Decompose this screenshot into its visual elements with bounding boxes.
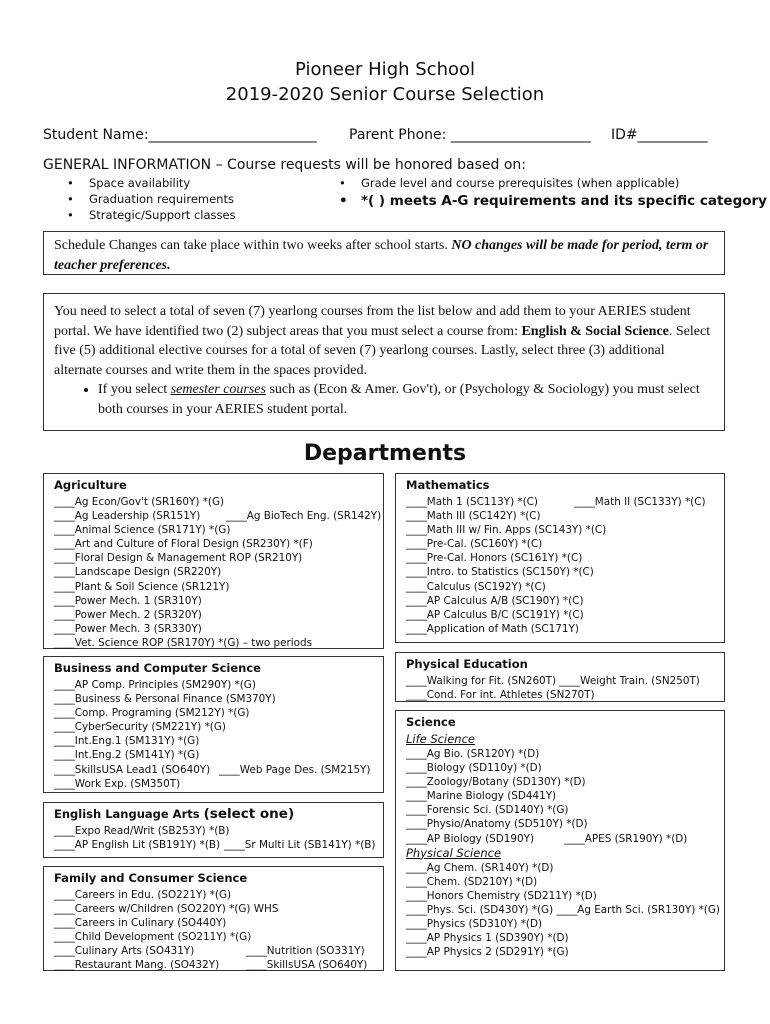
course-option[interactable] [54, 777, 373, 791]
course-label[interactable]: ____AP Biology (SD190Y) [406, 832, 535, 845]
course-option[interactable] [406, 495, 714, 509]
course-option[interactable] [54, 888, 373, 902]
course-label[interactable]: ____Pre-Cal. Honors (SC161Y) *(C) [406, 552, 583, 565]
semester-note-pre: If you select [98, 382, 171, 397]
course-label[interactable]: ____SkillsUSA Lead1 (SO640Y) [54, 763, 211, 776]
instructions-text-2: . Select five (5) additional elective courses for a total of seven (7) yearlong courses. Lastly, select three (3) additional alternate courses and write them in the spaces provided. [54, 323, 711, 378]
course-option[interactable] [54, 734, 373, 748]
departments-title: Departments [303, 441, 467, 466]
schedule-note-emphasis: NO changes will be made for period, term or teacher preferences. [54, 238, 709, 273]
ela-panel [43, 802, 384, 858]
course-option[interactable] [406, 789, 714, 803]
pe-heading: Physical Education [406, 657, 528, 671]
course-label[interactable]: ____AP Calculus B/C (SC191Y) *(C) [406, 608, 584, 621]
course-label[interactable]: ____Chem. (SD210Y) *(D) [406, 875, 538, 888]
course-label[interactable]: ____AP Physics 2 (SD291Y) *(G) [406, 946, 569, 959]
course-option[interactable] [54, 551, 373, 565]
course-option[interactable] [406, 889, 714, 903]
ela-select-note: (select one) [203, 806, 295, 822]
course-label[interactable]: ____AP Comp. Principles (SM290Y) *(G) [54, 679, 256, 691]
course-label[interactable]: ____Phys. Sci. (SD430Y) *(G) ____Ag Earth Sci. (SR130Y) *(G) [406, 903, 720, 916]
course-option[interactable] [406, 832, 714, 846]
course-option[interactable] [54, 902, 373, 916]
family-panel [43, 866, 384, 971]
id-field[interactable]: ID#__________ [611, 127, 708, 143]
course-label[interactable]: ____Power Mech. 1 (SR310Y) [54, 594, 202, 607]
course-label[interactable]: ____Int.Eng.2 (SM141Y) *(G) [54, 749, 200, 762]
course-option[interactable] [406, 817, 714, 831]
agriculture-panel [43, 473, 384, 649]
course-option[interactable] [54, 565, 373, 579]
general-item: • Graduation requirements [67, 192, 234, 206]
ag-requirements-note: • *( ) meets A-G requirements and its specific category [339, 193, 767, 209]
general-item: • Space availability [67, 176, 190, 190]
course-label[interactable]: ____Landscape Design (SR220Y) [54, 566, 222, 579]
business-panel [43, 656, 384, 793]
course-label[interactable]: ____Math 1 (SC113Y) *(C) [406, 496, 538, 508]
course-option[interactable] [406, 565, 714, 579]
course-label[interactable]: ____Child Development (SO211Y) *(G) [54, 931, 252, 944]
course-option[interactable] [406, 594, 714, 608]
course-option[interactable] [406, 803, 714, 817]
course-option[interactable] [54, 720, 373, 734]
course-option[interactable] [54, 944, 373, 958]
course-option[interactable] [406, 622, 714, 636]
course-label[interactable]: ____Vet. Science ROP (SR170Y) *(G) – two periods [54, 636, 313, 649]
ela-heading: English Language Arts [54, 807, 204, 821]
course-label[interactable]: ____Web Page Des. (SM215Y) [219, 763, 371, 776]
math-panel [395, 473, 725, 643]
instructions-text: You need to select a total of seven (7) yearlong courses from the list below and add them to your AERIES student portal. We have identified two (2) subject areas that you must select a course from: [54, 304, 691, 339]
course-option[interactable] [54, 622, 373, 636]
general-item: • Strategic/Support classes [67, 208, 236, 222]
course-label[interactable]: ____Floral Design & Management ROP (SR210Y) [54, 552, 303, 565]
course-label[interactable]: ____Cond. For int. Athletes (SN270T) [406, 689, 595, 702]
course-label[interactable]: ____Physio/Anatomy (SD510Y) *(D) [406, 818, 588, 831]
course-label[interactable]: ____Careers in Edu. (SO221Y) *(G) [54, 889, 232, 901]
course-option[interactable] [406, 775, 714, 789]
instructions-box [43, 293, 725, 431]
course-label[interactable]: ____Ag BioTech Eng. (SR142Y) [226, 510, 382, 523]
course-option[interactable] [406, 688, 714, 702]
course-label[interactable]: ____Pre-Cal. (SC160Y) *(C) [406, 538, 543, 551]
student-name-field[interactable]: Student Name:________________________ [43, 127, 317, 143]
course-label[interactable]: ____Careers in Culinary (SO440Y) [54, 917, 227, 930]
course-option[interactable] [406, 509, 714, 523]
course-label[interactable]: ____Expo Read/Writ (SB253Y) *(B) [54, 825, 230, 837]
course-label[interactable]: ____Work Exp. (SM350T) [54, 777, 181, 790]
course-label[interactable]: ____Biology (SD110y) *(D) [406, 762, 542, 775]
semester-courses-emphasis: semester courses [170, 382, 266, 397]
general-info-heading: GENERAL INFORMATION – Course requests will be honored based on: [43, 157, 526, 173]
schedule-note-text: Schedule Changes can take place within two weeks after school starts. [54, 238, 452, 253]
general-item: • Grade level and course prerequisites (when applicable) [339, 176, 679, 190]
course-label[interactable]: ____Int.Eng.1 (SM131Y) *(G) [54, 735, 200, 748]
course-label[interactable]: ____Math II (SC133Y) *(C) [574, 496, 706, 508]
course-label[interactable]: ____Plant & Soil Science (SR121Y) [54, 580, 230, 593]
course-label[interactable]: ____Nutrition (SO331Y) [246, 945, 365, 958]
course-option[interactable] [54, 748, 373, 762]
course-label[interactable]: ____Sr Multi Lit (SB141Y) *(B) [224, 839, 376, 852]
course-option[interactable] [54, 916, 373, 930]
course-option[interactable] [54, 594, 373, 608]
course-label[interactable]: ____APES (SR190Y) *(D) [564, 832, 688, 845]
course-option[interactable] [54, 636, 373, 650]
course-option[interactable] [54, 678, 373, 692]
course-option[interactable] [54, 958, 373, 972]
course-label[interactable]: ____Business & Personal Finance (SM370Y) [54, 693, 276, 706]
course-option[interactable] [54, 838, 376, 852]
course-option[interactable] [54, 495, 373, 509]
course-label[interactable]: ____Application of Math (SC171Y) [406, 622, 579, 635]
course-label[interactable]: ____Ag Econ/Gov't (SR160Y) *(G) [54, 496, 225, 508]
course-label[interactable]: ____Art and Culture of Floral Design (SR230Y) *(F) [54, 538, 313, 551]
course-option[interactable] [406, 761, 714, 775]
course-label[interactable]: ____Ag Bio. (SR120Y) *(D) [406, 748, 540, 760]
course-label[interactable]: ____Zoology/Botany (SD130Y) *(D) [406, 776, 586, 789]
course-label[interactable]: ____Calculus (SC192Y) *(C) [406, 580, 546, 593]
course-label[interactable]: ____Forensic Sci. (SD140Y) *(G) [406, 804, 569, 817]
school-name: Pioneer High School [295, 59, 475, 80]
course-option[interactable] [54, 608, 373, 622]
course-label[interactable]: ____Animal Science (SR171Y) *(G) [54, 524, 231, 537]
course-option[interactable] [406, 931, 714, 945]
course-option[interactable] [406, 580, 714, 594]
course-option[interactable] [54, 523, 373, 537]
course-label[interactable]: ____Comp. Programing (SM212Y) *(G) [54, 707, 250, 720]
course-label[interactable]: ____CyberSecurity (SM221Y) *(G) [54, 721, 226, 734]
course-option[interactable] [406, 747, 714, 761]
physical-science-label: Physical Science [406, 845, 502, 860]
page-title: 2019-2020 Senior Course Selection [225, 84, 545, 105]
course-option[interactable] [406, 551, 714, 565]
course-label[interactable]: ____Careers w/Children (SO220Y) *(G) WHS [54, 903, 279, 916]
business-heading: Business and Computer Science [54, 661, 261, 675]
semester-note-post: such as (Econ & Amer. Gov't), or (Psychology & Sociology) you must select both courses in your AERIES student portal. [98, 382, 700, 417]
parent-phone-field[interactable]: Parent Phone: ____________________ [349, 127, 591, 143]
course-label[interactable]: ____Honors Chemistry (SD211Y) *(D) [406, 889, 597, 902]
course-option[interactable] [406, 875, 714, 889]
schedule-changes-note [43, 231, 725, 275]
life-science-label: Life Science [406, 732, 475, 746]
course-option[interactable] [406, 917, 714, 931]
science-heading: Science [406, 715, 456, 729]
semester-course-note [98, 380, 714, 419]
required-subjects: English & Social Science [521, 323, 669, 339]
agriculture-heading: Agriculture [54, 478, 127, 492]
course-option[interactable] [54, 509, 382, 523]
course-option[interactable] [54, 824, 373, 838]
course-option[interactable] [406, 608, 714, 622]
course-label[interactable]: ____SkillsUSA (SO640Y) [246, 959, 368, 972]
course-label[interactable]: ____Ag Chem. (SR140Y) *(D) [406, 861, 554, 874]
course-label[interactable]: ____Physics (SD310Y) *(D) [406, 918, 543, 931]
course-label[interactable]: ____Power Mech. 3 (SR330Y) [54, 622, 202, 635]
math-heading: Mathematics [406, 478, 490, 492]
course-option[interactable] [406, 903, 720, 917]
course-label[interactable]: ____Culinary Arts (SO431Y) [54, 945, 195, 958]
course-option[interactable] [54, 763, 373, 777]
course-option[interactable] [54, 692, 373, 706]
course-option[interactable] [54, 537, 373, 551]
pe-panel [395, 652, 725, 702]
course-label[interactable]: ____Restaurant Mang. (SO432Y) [54, 959, 220, 972]
course-option[interactable] [406, 945, 714, 959]
course-label[interactable]: ____Math III (SC142Y) *(C) [406, 510, 541, 523]
course-label[interactable]: ____Math III w/ Fin. Apps (SC143Y) *(C) [406, 524, 607, 537]
course-option[interactable] [406, 861, 714, 875]
course-label[interactable]: ____Ag Leadership (SR151Y) [54, 510, 201, 523]
family-heading: Family and Consumer Science [54, 871, 248, 885]
course-option[interactable] [54, 930, 373, 944]
course-label[interactable]: ____AP Physics 1 (SD390Y) *(D) [406, 932, 569, 945]
course-label[interactable]: ____Intro. to Statistics (SC150Y) *(C) [406, 566, 594, 579]
course-label[interactable]: ____AP English Lit (SB191Y) *(B) [54, 839, 221, 852]
course-label[interactable]: ____AP Calculus A/B (SC190Y) *(C) [406, 594, 584, 607]
course-option[interactable] [406, 674, 714, 688]
course-label[interactable]: ____Walking for Fit. (SN260T) ____Weight Train. (SN250T) [406, 675, 700, 687]
course-option[interactable] [406, 537, 714, 551]
course-label[interactable]: ____Marine Biology (SD441Y) [406, 790, 557, 803]
course-option[interactable] [54, 580, 373, 594]
course-option[interactable] [406, 523, 714, 537]
course-option[interactable] [54, 706, 373, 720]
science-panel [395, 710, 725, 971]
course-label[interactable]: ____Power Mech. 2 (SR320Y) [54, 608, 202, 621]
